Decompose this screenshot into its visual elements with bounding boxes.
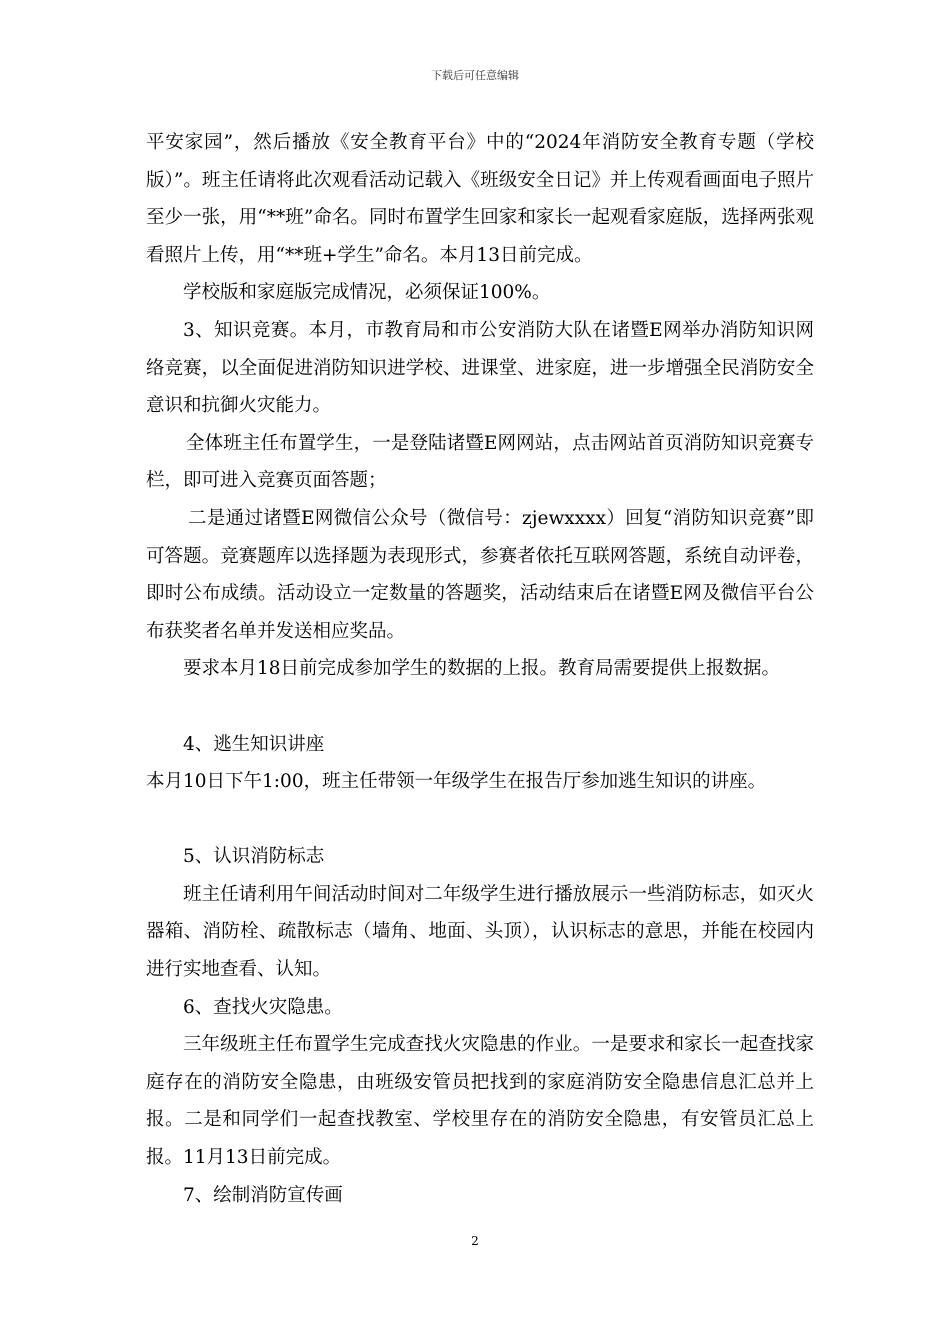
paragraph-6: 要求本月18日前完成参加学生的数据的上报。教育局需要提供上报数据。: [183, 658, 781, 680]
paragraph-10: 班主任请利用午间活动时间对二年级学生进行播放展示一些消防标志，如灭火器箱、消防栓、疏散标志（墙角、地面、头顶），认识标志的意思，并能在校园内进行实地查看、认知。: [146, 883, 814, 981]
paragraph-8: 本月10日下午1:00，班主任带领一年级学生在报告厅参加逃生知识的讲座。: [146, 771, 767, 793]
section-heading-6: 6、查找火灾隐患。: [183, 996, 343, 1018]
paragraph-12: 三年级班主任布置学生完成查找火灾隐患的作业。一是要求和家长一起查找家庭存在的消防安全隐患，由班级安管员把找到的家庭消防安全隐患信息汇总并上报。二是和同学们一起查找教室、学校里存在的消防安全隐患，有安管员汇总上报。11月13日前完成。: [146, 1034, 814, 1169]
document-body: [146, 124, 814, 1214]
page-header: 下载后可任意编辑: [431, 69, 519, 82]
paragraph-3: 3、知识竞赛。本月，市教育局和市公安消防大队在诸暨E网举办消防知识网络竞赛，以全面促进消防知识进学校、进课堂、进家庭，进一步增强全民消防安全意识和抗御火灾能力。: [146, 319, 814, 417]
paragraph-4: 全体班主任布置学生，一是登陆诸暨E网网站，点击网站首页消防知识竞赛专栏，即可进入竞赛页面答题；: [146, 432, 814, 492]
section-heading-5: 5、认识消防标志: [183, 846, 325, 868]
paragraph-1: 平安家园”，然后播放《安全教育平台》中的“2024年消防安全教育专题（学校版）”。班主任请将此次观看活动记载入《班级安全日记》并上传观看画面电子照片至少一张，用“**班”命名。同时布置学生回家和家长一起观看家庭版，选择两张观看照片上传，用“**班+学生”命名。本月13日前完成。: [146, 132, 814, 266]
paragraph-2: 学校版和家庭版完成情况，必须保证100%。: [183, 282, 551, 304]
section-heading-4: 4、逃生知识讲座: [183, 733, 325, 755]
paragraph-5: 二是通过诸暨E网微信公众号（微信号：zjewxxxx）回复“消防知识竞赛”即可答题。竞赛题库以选择题为表现形式，参赛者依托互联网答题，系统自动评卷，即时公布成绩。活动设立一定数量的答题奖，活动结束后在诸暨E网及微信平台公布获奖者名单并发送相应奖品。: [146, 507, 814, 642]
blank-line: [146, 801, 814, 839]
page-number: 2: [471, 1234, 479, 1248]
section-heading-7: 7、绘制消防宣传画: [183, 1184, 343, 1206]
blank-line: [146, 688, 814, 726]
